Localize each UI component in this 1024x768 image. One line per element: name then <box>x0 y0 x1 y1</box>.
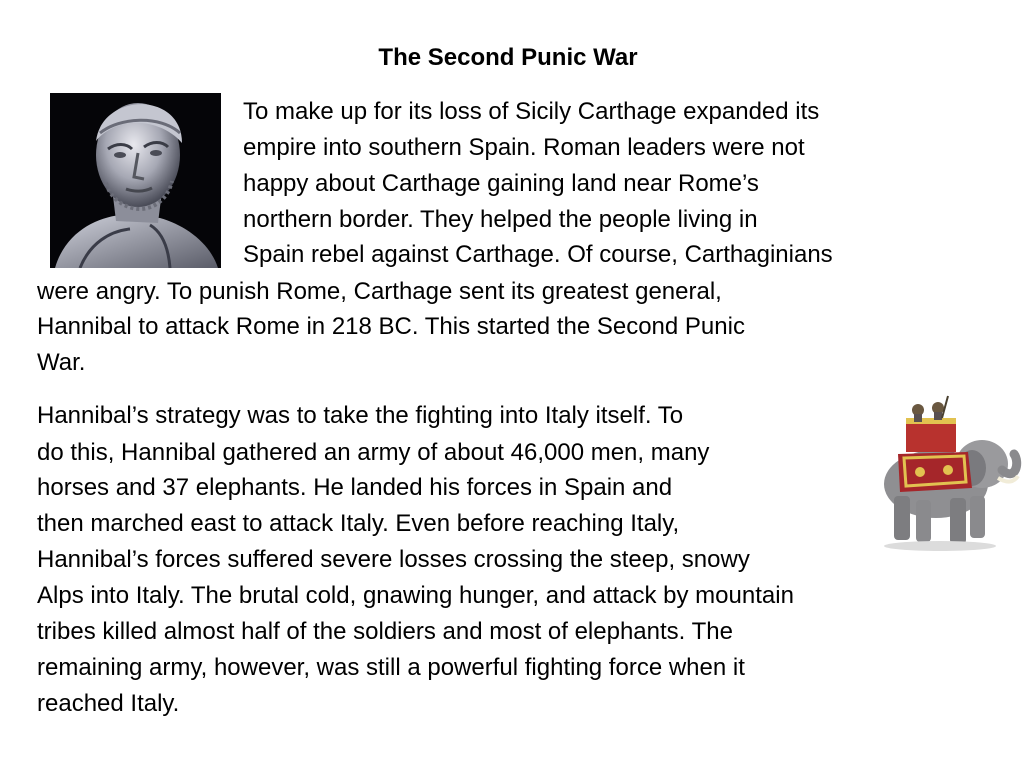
elephant-icon <box>870 392 1024 554</box>
paragraph-2-line: Hannibal’s forces suffered severe losses crossing the steep, snowy <box>37 546 750 573</box>
paragraph-2-line: tribes killed almost half of the soldiers and most of elephants. The <box>37 618 733 645</box>
paragraph-1-line: were angry. To punish Rome, Carthage sent its greatest general, <box>37 278 722 305</box>
paragraph-2-line: horses and 37 elephants. He landed his forces in Spain and <box>37 474 673 501</box>
slide-title: The Second Punic War <box>378 44 638 71</box>
paragraph-2-line: Alps into Italy. The brutal cold, gnawing hunger, and attack by mountain <box>37 582 794 609</box>
paragraph-2-line: do this, Hannibal gathered an army of about 46,000 men, many <box>37 439 710 466</box>
paragraph-1-line: northern border. They helped the people living in <box>243 206 758 233</box>
paragraph-1-line: empire into southern Spain. Roman leaders were not <box>243 134 805 161</box>
paragraph-1-line: Spain rebel against Carthage. Of course, Carthaginians <box>243 241 833 268</box>
paragraph-2-line: remaining army, however, was still a powerful fighting force when it <box>37 654 745 681</box>
paragraph-1-line: To make up for its loss of Sicily Carthage expanded its <box>243 98 820 125</box>
hannibal-portrait-image <box>50 93 221 268</box>
paragraph-1-line: Hannibal to attack Rome in 218 BC. This started the Second Punic <box>37 313 745 340</box>
paragraph-1-line: War. <box>37 349 86 376</box>
paragraph-1-line: happy about Carthage gaining land near Rome’s <box>243 170 759 197</box>
paragraph-2-line: Hannibal’s strategy was to take the fighting into Italy itself. To <box>37 402 684 429</box>
war-elephant-image <box>870 392 1024 554</box>
paragraph-2-line: reached Italy. <box>37 690 180 717</box>
paragraph-2-line: then marched east to attack Italy. Even before reaching Italy, <box>37 510 680 537</box>
bust-icon <box>50 93 221 268</box>
